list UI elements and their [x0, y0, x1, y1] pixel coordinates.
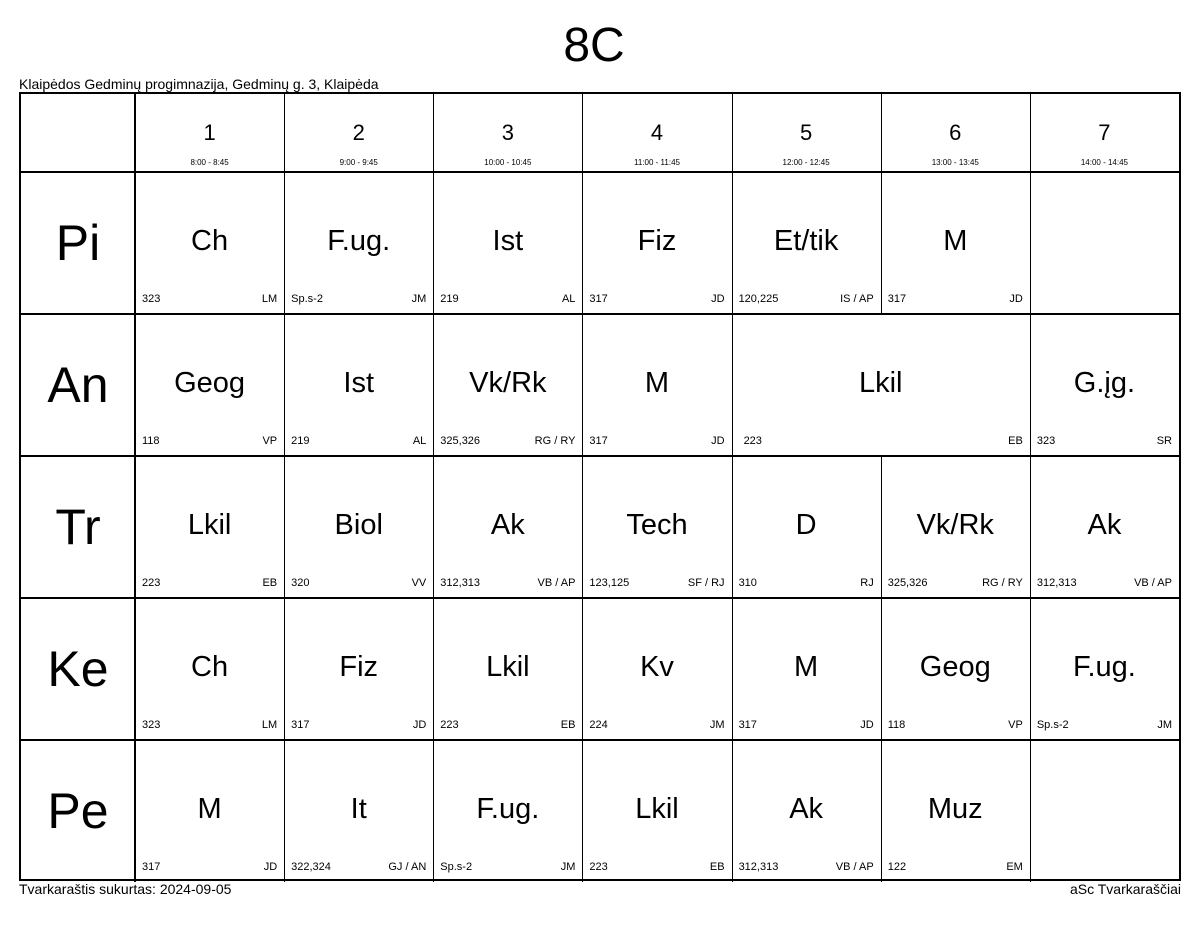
- timetable-grid: [19, 92, 1181, 881]
- day-label: Tr: [55, 499, 101, 555]
- school-address: Klaipėdos Gedminų progimnazija, Gedminų g. 3, Klaipėda: [19, 76, 379, 92]
- lesson-room: 223: [589, 861, 608, 873]
- lesson-teacher: IS / AP: [840, 293, 874, 305]
- lesson-room: 317: [887, 293, 907, 305]
- lesson-room: 123,125: [589, 577, 630, 589]
- lesson-divider: [881, 456, 882, 598]
- lesson-room: 312,313: [738, 861, 779, 873]
- lesson-subject: Et/tik: [773, 225, 839, 257]
- lesson-teacher: RG / RY: [982, 577, 1023, 589]
- lesson-divider: [1030, 598, 1031, 740]
- period-number: 6: [949, 120, 962, 145]
- period-number: 1: [203, 120, 216, 145]
- lesson-subject: Ist: [343, 367, 375, 399]
- lesson-teacher: LM: [261, 719, 278, 731]
- lesson-teacher: SF / RJ: [687, 577, 725, 589]
- timetable-title: 8C: [563, 19, 625, 72]
- period-number: 3: [501, 120, 514, 145]
- lesson-room: 323: [142, 719, 161, 731]
- lesson-subject: F.ug.: [476, 793, 540, 825]
- lesson-cell[interactable]: [135, 172, 284, 314]
- lesson-room: 317: [589, 435, 608, 447]
- lesson-cell[interactable]: [1030, 598, 1179, 740]
- lesson-teacher: EB: [709, 861, 725, 873]
- lesson-teacher: JD: [860, 719, 874, 731]
- lesson-divider: [732, 456, 733, 598]
- day-column-divider: [134, 94, 136, 882]
- lesson-divider: [433, 740, 434, 882]
- lesson-cell[interactable]: [135, 456, 284, 598]
- lesson-room: 323: [1036, 435, 1056, 447]
- lesson-cell[interactable]: [881, 456, 1030, 598]
- period-divider: [732, 94, 733, 172]
- lesson-cell[interactable]: [284, 456, 433, 598]
- lesson-room: 224: [589, 719, 608, 731]
- lesson-teacher: JD: [711, 293, 725, 305]
- period-time: 8:00 - 8:45: [190, 158, 229, 167]
- lesson-subject: Geog: [174, 367, 246, 399]
- lesson-room: 312,313: [440, 577, 481, 589]
- period-divider: [1030, 94, 1031, 172]
- lesson-cell[interactable]: [881, 172, 1030, 314]
- lesson-divider: [732, 172, 733, 314]
- lesson-cell[interactable]: [135, 598, 284, 740]
- lesson-teacher: EB: [262, 577, 278, 589]
- period-header: [1030, 94, 1179, 172]
- lesson-room: Sp.s-2: [440, 861, 473, 873]
- lesson-room: 322,324: [291, 861, 331, 873]
- software-brand: aSc Tvarkaraščiai: [1069, 881, 1181, 897]
- lesson-room: 317: [589, 293, 608, 305]
- lesson-cell[interactable]: [881, 598, 1030, 740]
- lesson-cell[interactable]: [135, 314, 284, 456]
- lesson-cell[interactable]: [732, 740, 881, 882]
- lesson-divider: [881, 598, 882, 740]
- period-time: 12:00 - 12:45: [782, 158, 830, 167]
- lesson-divider: [881, 172, 882, 314]
- lesson-subject: Ch: [191, 651, 229, 683]
- lesson-cell[interactable]: [433, 598, 582, 740]
- lesson-teacher: JD: [1009, 293, 1023, 305]
- lesson-teacher: EB: [560, 719, 576, 731]
- lesson-teacher: VP: [262, 435, 278, 447]
- lesson-teacher: JD: [263, 861, 278, 873]
- lesson-cell[interactable]: [582, 456, 731, 598]
- lesson-teacher: JM: [1157, 719, 1172, 731]
- period-number: 5: [800, 120, 813, 145]
- lesson-divider: [732, 740, 733, 882]
- lesson-teacher: GJ / AN: [388, 861, 427, 873]
- lesson-divider: [732, 598, 733, 740]
- lesson-subject: D: [795, 509, 817, 541]
- lesson-cell[interactable]: [433, 172, 582, 314]
- lesson-room: 120,225: [738, 293, 779, 305]
- lesson-divider: [433, 456, 434, 598]
- lesson-divider: [582, 740, 583, 882]
- lesson-divider: [582, 456, 583, 598]
- lesson-cell[interactable]: [732, 314, 1030, 456]
- lesson-room: 317: [291, 719, 310, 731]
- lesson-teacher: VB / AP: [835, 861, 874, 873]
- lesson-divider: [1030, 172, 1031, 314]
- lesson-room: 320: [291, 577, 310, 589]
- lesson-cell[interactable]: [284, 172, 433, 314]
- lesson-cell[interactable]: [135, 740, 284, 882]
- lesson-teacher: JM: [709, 719, 725, 731]
- lesson-teacher: SR: [1156, 435, 1172, 447]
- lesson-cell[interactable]: [582, 598, 731, 740]
- lesson-subject: Biol: [334, 509, 383, 541]
- lesson-room: 223: [142, 577, 161, 589]
- lesson-room: 219: [291, 435, 310, 447]
- period-header: [284, 94, 433, 172]
- lesson-subject: F.ug.: [327, 225, 391, 257]
- lesson-divider: [284, 598, 285, 740]
- day-label: An: [47, 357, 109, 413]
- lesson-cell[interactable]: [732, 598, 881, 740]
- period-divider: [433, 94, 434, 172]
- lesson-subject: M: [644, 367, 670, 399]
- lesson-room: Sp.s-2: [291, 293, 323, 305]
- period-header: [582, 94, 731, 172]
- lesson-subject: Fiz: [339, 651, 379, 683]
- lesson-room: 325,326: [887, 577, 928, 589]
- lesson-divider: [1030, 740, 1031, 882]
- lesson-teacher: LM: [261, 293, 278, 305]
- lesson-room: 317: [738, 719, 757, 731]
- lesson-divider: [582, 598, 583, 740]
- lesson-subject: F.ug.: [1072, 651, 1136, 683]
- lesson-room: 118: [887, 719, 906, 731]
- row-divider: [21, 313, 1179, 315]
- period-time: 11:00 - 11:45: [634, 158, 680, 167]
- lesson-subject: Lkil: [858, 367, 903, 399]
- lesson-cell[interactable]: [284, 314, 433, 456]
- lesson-divider: [1030, 456, 1031, 598]
- lesson-divider: [1030, 314, 1031, 456]
- lesson-subject: Vk/Rk: [469, 367, 547, 399]
- lesson-subject: Ak: [789, 793, 824, 825]
- lesson-cell[interactable]: [433, 314, 582, 456]
- lesson-divider: [433, 172, 434, 314]
- period-header: [732, 94, 881, 172]
- lesson-teacher: EB: [1008, 435, 1023, 447]
- lesson-cell[interactable]: [732, 172, 881, 314]
- period-number: 4: [650, 120, 664, 145]
- lesson-cell[interactable]: [433, 456, 582, 598]
- lesson-cell[interactable]: [284, 598, 433, 740]
- row-divider: [21, 455, 1179, 457]
- lesson-subject: Fiz: [637, 225, 677, 257]
- lesson-teacher: EM: [1006, 861, 1023, 873]
- lesson-room: 310: [738, 577, 757, 589]
- lesson-divider: [433, 314, 434, 456]
- lesson-subject: Lkil: [187, 509, 232, 541]
- lesson-room: 323: [142, 293, 161, 305]
- lesson-teacher: VP: [1008, 719, 1023, 731]
- lesson-subject: Geog: [919, 651, 991, 683]
- lesson-teacher: JM: [560, 861, 576, 873]
- period-divider: [582, 94, 583, 172]
- lesson-teacher: VB / AP: [537, 577, 576, 589]
- lesson-divider: [433, 598, 434, 740]
- period-header: [881, 94, 1030, 172]
- lesson-subject: Kv: [640, 651, 674, 683]
- lesson-divider: [732, 314, 733, 456]
- lesson-cell[interactable]: [881, 740, 1030, 882]
- lesson-room: 312,313: [1036, 577, 1077, 589]
- lesson-room: 325,326: [440, 435, 481, 447]
- lesson-room: 219: [440, 293, 459, 305]
- lesson-subject: Vk/Rk: [916, 509, 994, 541]
- lesson-room: 317: [142, 861, 161, 873]
- lesson-subject: Tech: [626, 509, 688, 541]
- lesson-subject: Lkil: [635, 793, 679, 825]
- lesson-subject: Muz: [927, 793, 983, 825]
- lesson-teacher: RG / RY: [534, 435, 576, 447]
- day-label: Ke: [47, 641, 109, 697]
- lesson-teacher: JD: [711, 435, 725, 447]
- lesson-teacher: VB / AP: [1134, 577, 1172, 589]
- period-divider: [881, 94, 882, 172]
- lesson-room: 122: [887, 861, 907, 873]
- lesson-room: 118: [142, 435, 160, 447]
- lesson-divider: [284, 456, 285, 598]
- lesson-cell[interactable]: [284, 740, 433, 882]
- lesson-subject: Ch: [191, 225, 229, 257]
- period-number: 7: [1098, 120, 1111, 145]
- lesson-cell[interactable]: [1030, 456, 1179, 598]
- lesson-cell[interactable]: [1030, 314, 1179, 456]
- period-header: [433, 94, 582, 172]
- period-number: 2: [352, 120, 365, 145]
- period-divider: [284, 94, 285, 172]
- created-date: Tvarkaraštis sukurtas: 2024-09-05: [19, 881, 232, 897]
- lesson-cell[interactable]: [582, 740, 731, 882]
- row-divider: [21, 597, 1179, 599]
- lesson-divider: [582, 172, 583, 314]
- lesson-room: Sp.s-2: [1036, 719, 1069, 731]
- lesson-room: 223: [743, 435, 762, 447]
- day-label: Pe: [47, 783, 109, 839]
- row-divider: [21, 739, 1179, 741]
- lesson-cell[interactable]: [582, 172, 731, 314]
- lesson-subject: Ak: [490, 509, 525, 541]
- period-time: 14:00 - 14:45: [1080, 158, 1128, 167]
- lesson-subject: G.įg.: [1073, 367, 1136, 399]
- lesson-subject: It: [350, 793, 367, 825]
- lesson-cell[interactable]: [433, 740, 582, 882]
- lesson-divider: [881, 740, 882, 882]
- lesson-subject: Ak: [1087, 509, 1122, 541]
- lesson-teacher: VV: [411, 577, 427, 589]
- lesson-teacher: JD: [412, 719, 427, 731]
- lesson-room: 223: [440, 719, 459, 731]
- lesson-subject: Lkil: [486, 651, 530, 683]
- lesson-teacher: AL: [412, 435, 427, 447]
- period-header: [135, 94, 284, 172]
- lesson-divider: [284, 172, 285, 314]
- lesson-teacher: JM: [411, 293, 427, 305]
- period-time: 10:00 - 10:45: [484, 158, 532, 167]
- day-label: Pi: [55, 215, 101, 271]
- lesson-divider: [284, 740, 285, 882]
- period-time: 13:00 - 13:45: [931, 158, 979, 167]
- header-divider: [21, 171, 1179, 173]
- lesson-subject: Ist: [492, 225, 524, 257]
- lesson-divider: [284, 314, 285, 456]
- lesson-cell[interactable]: [732, 456, 881, 598]
- lesson-teacher: RJ: [860, 577, 874, 589]
- lesson-teacher: AL: [561, 293, 576, 305]
- period-time: 9:00 - 9:45: [339, 158, 378, 167]
- lesson-subject: M: [794, 651, 819, 683]
- lesson-subject: M: [197, 793, 222, 825]
- lesson-cell[interactable]: [582, 314, 731, 456]
- lesson-divider: [582, 314, 583, 456]
- lesson-subject: M: [943, 225, 968, 257]
